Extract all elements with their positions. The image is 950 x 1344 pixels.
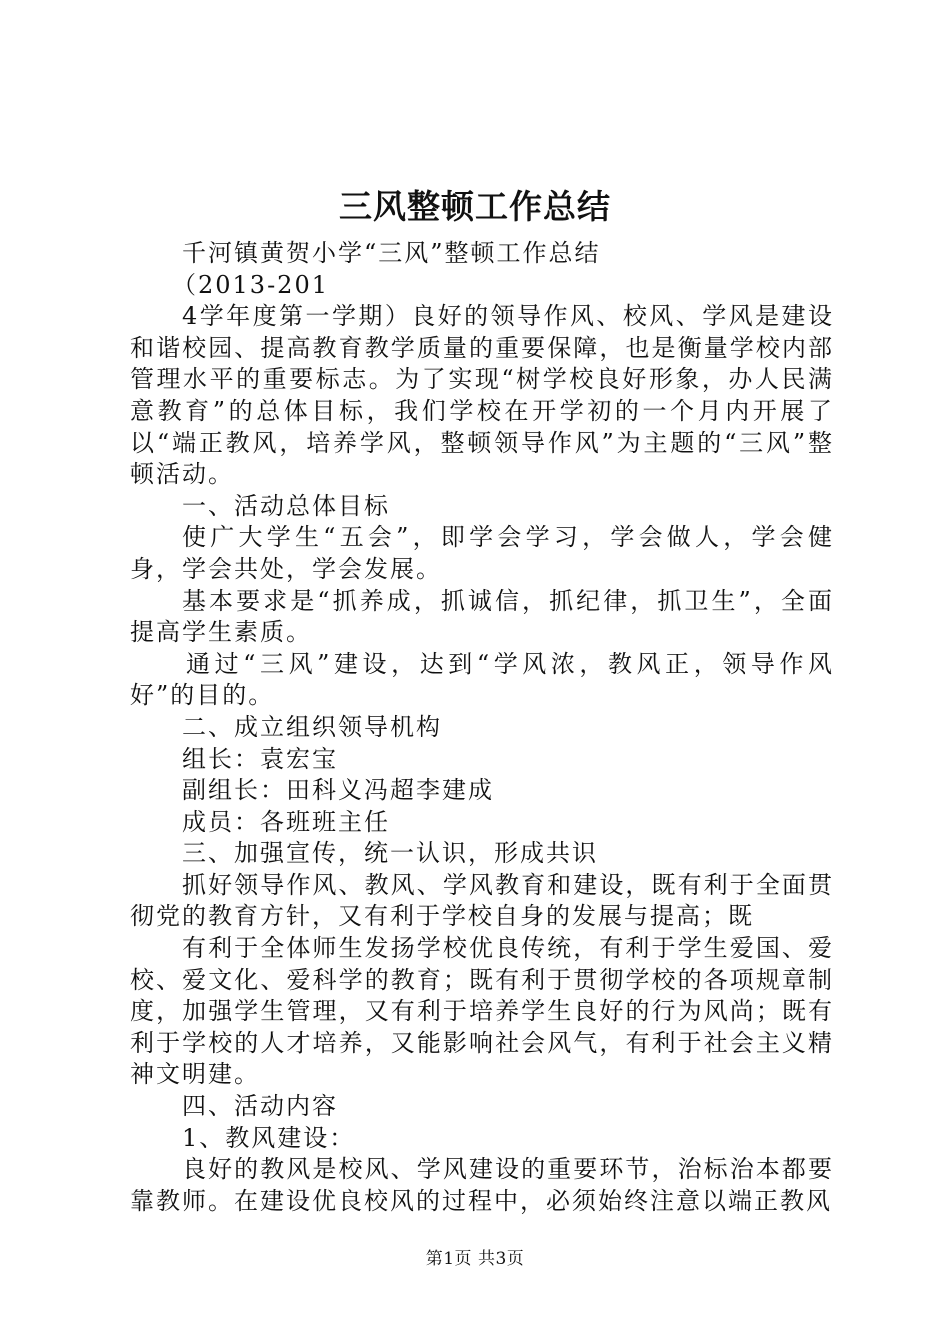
heading-section-3: 三、加强宣传，统一认识，形成共识 [182, 839, 598, 868]
paragraph-deputy-leaders: 副组长：田科义冯超李建成 [182, 776, 494, 805]
heading-section-4: 四、活动内容 [182, 1092, 338, 1121]
paragraph-publicity-2: 有利于全体师生发扬学校优良传统，有利于学生爱国、爱校、爱文化、爱科学的教育；既有利于贯彻学校的各项规章制度，加强学生管理，又有利于培养学生良好的行为风尚；既有利于学校的人才培养，又能影响社会风气，有利于社会主义精神文明建。 [130, 934, 834, 1089]
paragraph-five-skills: 使广大学生“五会”，即学会学习，学会做人，学会健身，学会共处，学会发展。 [130, 523, 834, 583]
heading-teaching-style: 1、教风建设： [182, 1123, 356, 1152]
paragraph-members: 成员：各班班主任 [182, 807, 390, 836]
paragraph-publicity-1: 抓好领导作风、教风、学风教育和建设，既有利于全面贯彻党的教育方针，又有利于学校自身的发展与提高；既 [130, 870, 834, 931]
paragraph-year-start: （2013-201 [172, 270, 329, 299]
document-body [130, 238, 834, 1217]
paragraph-intro: 4学年度第一学期）良好的领导作风、校风、学风是建设和谐校园、提高教育教学质量的重要保障，也是衡量学校内部管理水平的重要标志。为了实现“树学校良好形象，办人民满意教育”的总体目标，我们学校在开学初的一个月内开展了以“端正教风，培养学风，整顿领导作风”为主题的“三风”整顿活动。 [130, 302, 834, 489]
heading-section-2: 二、成立组织领导机构 [182, 712, 442, 741]
heading-section-1: 一、活动总体目标 [182, 491, 390, 520]
paragraph-subtitle: 千河镇黄贺小学“三风”整顿工作总结 [182, 239, 601, 267]
paragraph-team-leader: 组长：袁宏宝 [182, 744, 338, 773]
paragraph-basic-requirements: 基本要求是“抓养成，抓诚信，抓纪律，抓卫生”，全面提高学生素质。 [130, 586, 834, 647]
paragraph-three-styles-goal: 通过“三风”建设，达到“学风浓，教风正，领导作风好”的目的。 [130, 649, 834, 710]
document-title: 三风整顿工作总结 [339, 187, 611, 226]
page-footer: 第1页 共3页 [425, 1249, 525, 1269]
paragraph-teaching-style: 良好的教风是校风、学风建设的重要环节，治标治本都要靠教师。在建设优良校风的过程中，必须始终注意以端正教风 [130, 1155, 834, 1215]
